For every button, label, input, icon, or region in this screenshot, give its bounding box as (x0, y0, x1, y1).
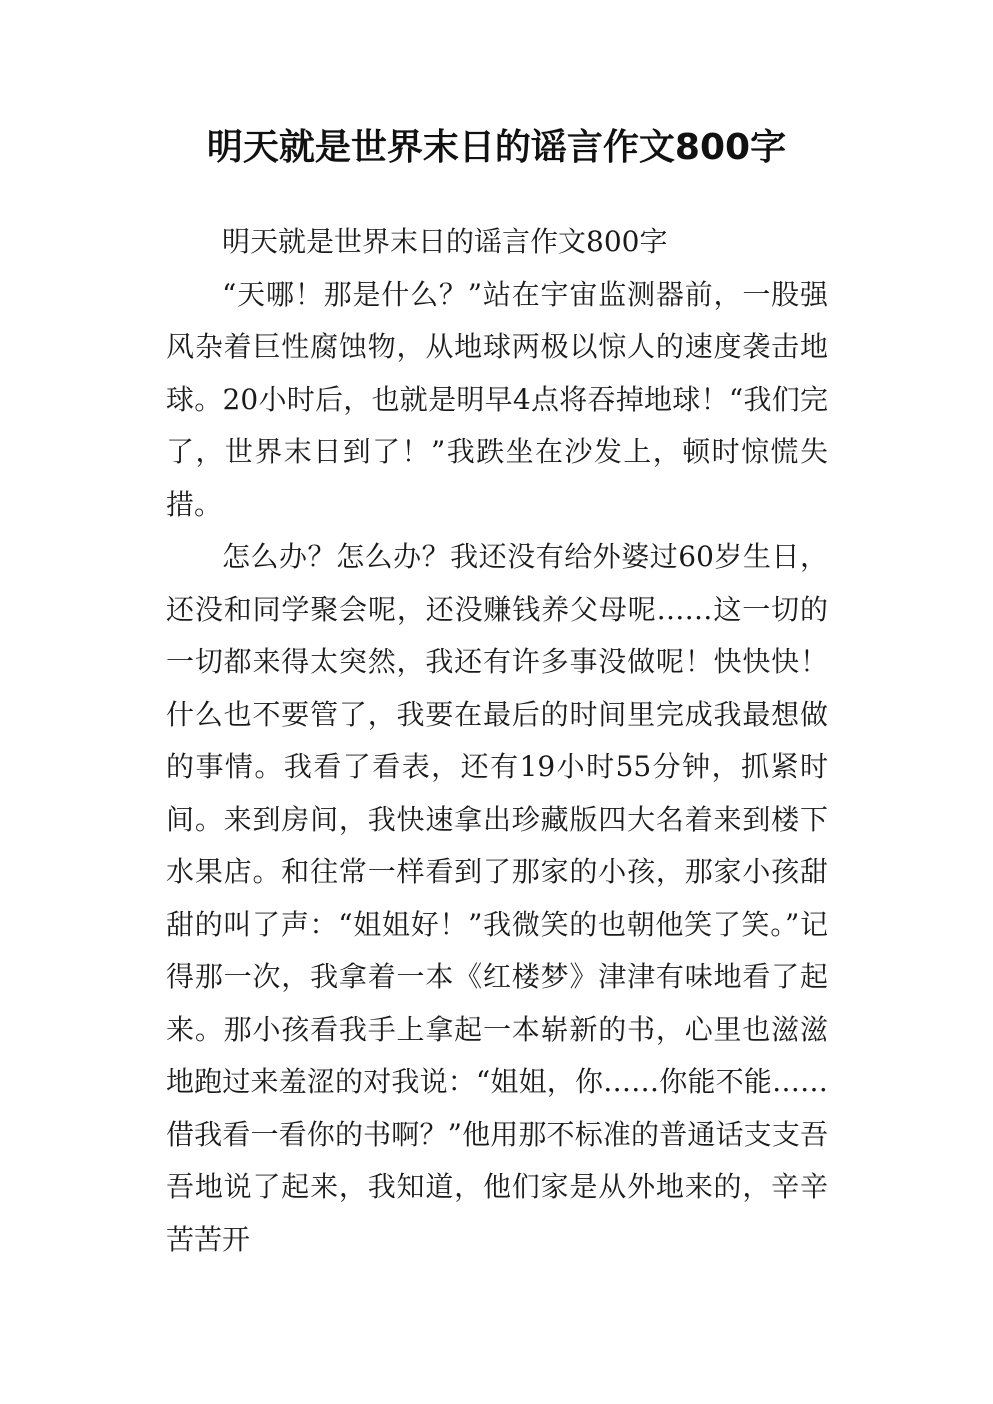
paragraph-1: “天哪！那是什么？”站在宇宙监测器前，一股强风杂着巨性腐蚀物，从地球两极以惊人的速度袭击地球。20小时后，也就是明早4点将吞掉地球！“我们完了，世界末日到了！”我跌坐在沙发上，顿时惊慌失措。 (166, 277, 828, 521)
paragraph-2: 怎么办？怎么办？我还没有给外婆过60岁生日，还没和同学聚会呢，还没赚钱养父母呢……这一切的一切都来得太突然，我还有许多事没做呢！快快快！什么也不要管了，我要在最后的时间里完成我最想做的事情。我看了看表，还有19小时55分钟，抓紧时间。来到房间，我快速拿出珍藏版四大名着来到楼下水果店。和往常一样看到了那家的小孩，那家小孩甜甜的叫了声：“姐姐好！”我微笑的也朝他笑了笑。”记得那一次，我拿着一本《红楼梦》津津有味地看了起来。那小孩看我手上拿起一本崭新的书，心里也滋滋地跑过来羞涩的对我说：“姐姐，你……你能不能……借我看一看你的书啊？”他用那不标准的普通话支支吾吾地说了起来，我知道，他们家是从外地来的，辛辛苦苦开 (166, 540, 828, 1256)
paragraph-subtitle: 明天就是世界末日的谣言作文800字 (222, 225, 668, 258)
document-body (166, 216, 828, 1266)
document-title: 明天就是世界末日的谣言作文800字 (206, 127, 787, 168)
